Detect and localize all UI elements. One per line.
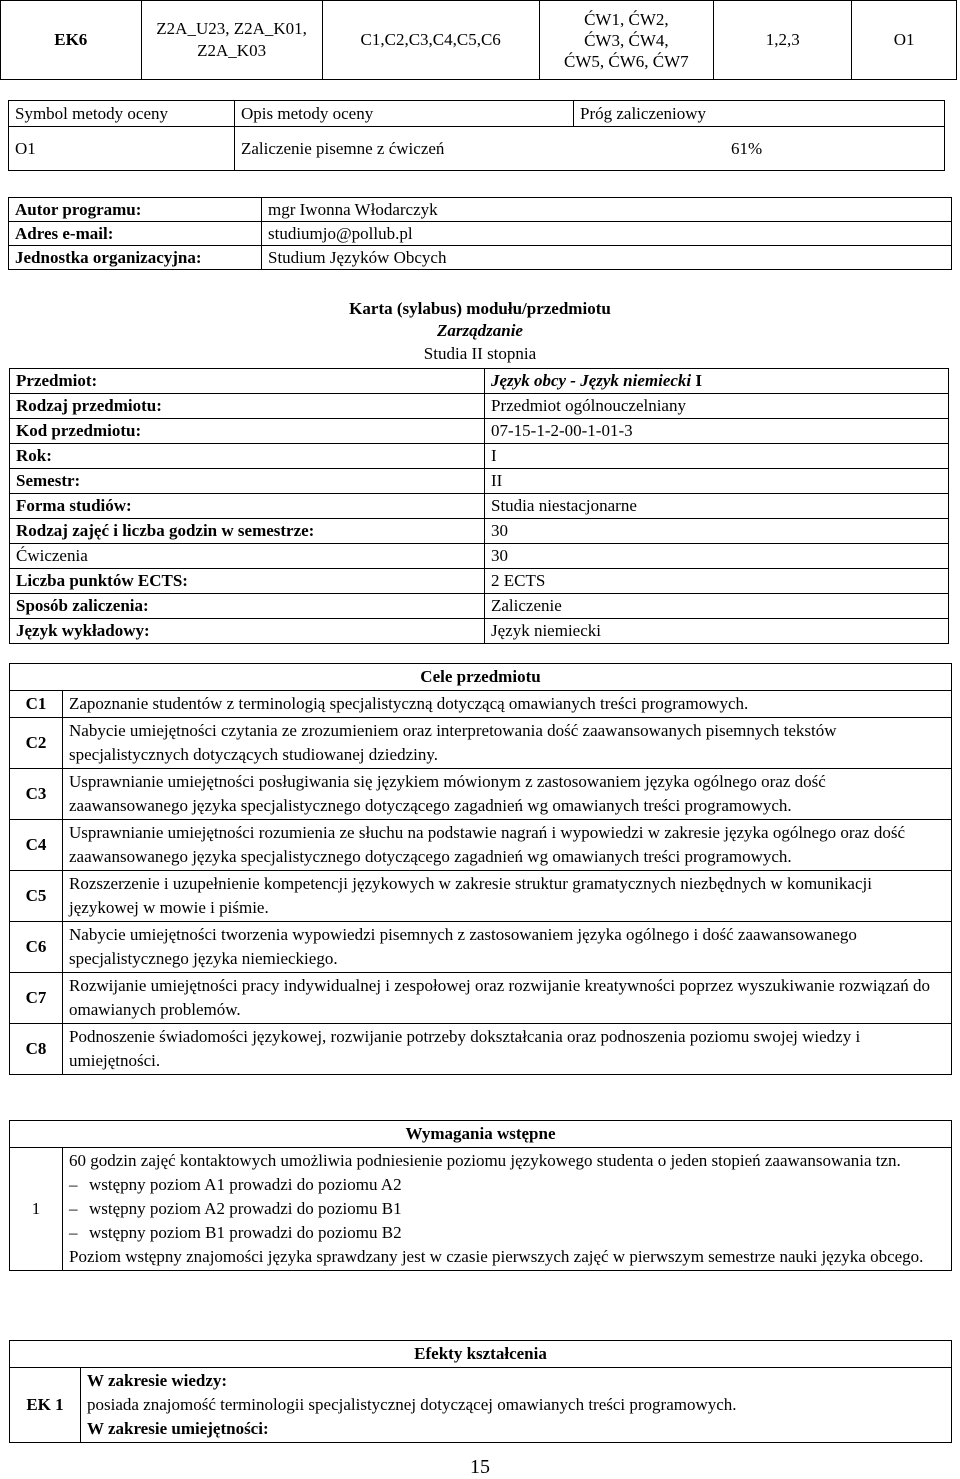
ek6-forms-line1: ĆW1, ĆW2,: [584, 9, 669, 29]
goals-table: [9, 663, 952, 1075]
goal-text: Podnoszenie świadomości językowej, rozwijanie potrzeby dokształcania oraz podnoszenia poziomu swojej wiedzy i umiejętności.: [63, 1024, 952, 1075]
assessment-header-threshold: Próg zaliczeniowy: [574, 101, 945, 127]
effect-content: [81, 1368, 952, 1443]
requirements-outro: Poziom wstępny znajomości języka sprawdzany jest w czasie pierwszych zajęć w pierwszym semestrze nauki języka obcego.: [69, 1247, 924, 1266]
goal-text: Rozwijanie umiejętności pracy indywidualnej i zespołowej oraz rozwijanie kreatywności poprzez wyszukiwanie rozwiązań do omawianych problemów.: [63, 973, 952, 1024]
code-label: Kod przedmiotu:: [10, 419, 485, 444]
goal-code: C5: [10, 871, 63, 922]
ek6-goals: C1,C2,C3,C4,C5,C6: [322, 1, 539, 80]
assessment-threshold: 61%: [731, 138, 763, 158]
subject-suffix: I: [691, 371, 703, 390]
assessment-header-description: Opis metody oceny: [235, 101, 574, 127]
hours-value: 30: [485, 519, 949, 544]
goal-text: Rozszerzenie i uzupełnienie kompetencji językowych w zakresie struktur gramatycznych niezbędnych w komunikacji językowej w mowie i piśmie.: [63, 871, 952, 922]
ek6-forms: [539, 1, 713, 80]
syllabus-title: Karta (sylabus) modułu/przedmiotu: [349, 299, 611, 318]
page-number: 15: [470, 1456, 490, 1478]
goal-text: Nabycie umiejętności czytania ze zrozumieniem oraz interpretowania dość zaawansowanych pisemnych tekstów specjalistycznych dotyczących studiowanej dziedziny.: [63, 718, 952, 769]
ects-label: Liczba punktów ECTS:: [10, 569, 485, 594]
assessment-symbol: O1: [9, 127, 235, 171]
language-label: Język wykładowy:: [10, 619, 485, 644]
assessment-description: Zaliczenie pisemne z ćwiczeń: [241, 138, 445, 158]
assessment-header-symbol: Symbol metody oceny: [9, 101, 235, 127]
goals-title: Cele przedmiotu: [10, 664, 952, 691]
ek6-forms-line3: ĆW5, ĆW6, ĆW7: [564, 51, 689, 71]
hours-label: Rodzaj zajęć i liczba godzin w semestrze:: [10, 519, 485, 544]
ek6-table: [0, 0, 957, 80]
goal-code: C2: [10, 718, 63, 769]
ek6-forms-line2: ĆW3, ĆW4,: [584, 30, 669, 50]
form-value: Studia niestacjonarne: [485, 494, 949, 519]
requirements-title: Wymagania wstępne: [10, 1121, 952, 1148]
semester-value: II: [485, 469, 949, 494]
author-table: [8, 197, 952, 270]
requirement-item: – wstępny poziom B1 prowadzi do poziomu B2: [69, 1221, 945, 1245]
email-label: Adres e-mail:: [9, 222, 262, 246]
goal-text: Zapoznanie studentów z terminologią specjalistyczną dotyczącą omawianych treści programowych.: [63, 691, 952, 718]
language-value: Język niemiecki: [485, 619, 949, 644]
goal-code: C3: [10, 769, 63, 820]
type-label: Rodzaj przedmiotu:: [10, 394, 485, 419]
assessment-table: [8, 100, 945, 171]
exercises-label: Ćwiczenia: [10, 544, 485, 569]
subject-value-cell: [485, 369, 949, 394]
effect-code: EK 1: [10, 1368, 81, 1443]
goal-code: C1: [10, 691, 63, 718]
code-value: 07-15-1-2-00-1-01-3: [485, 419, 949, 444]
goal-code: C4: [10, 820, 63, 871]
goal-code: C6: [10, 922, 63, 973]
ek6-method: O1: [852, 1, 957, 80]
requirement-item: – wstępny poziom A1 prowadzi do poziomu A2: [69, 1173, 945, 1197]
skills-label: W zakresie umiejętności:: [87, 1419, 269, 1438]
goal-text: Usprawnianie umiejętności posługiwania się językiem mówionym z zastosowaniem języka ogólnego oraz dość zaawansowanego języka specjalistycznego dotyczącego zagadnień wg omawianych treści programowych.: [63, 769, 952, 820]
ects-value: 2 ECTS: [485, 569, 949, 594]
author-value: mgr Iwonna Włodarczyk: [262, 198, 952, 222]
year-label: Rok:: [10, 444, 485, 469]
author-label: Autor programu:: [9, 198, 262, 222]
goal-text: Nabycie umiejętności tworzenia wypowiedzi pisemnych z zastosowaniem języka ogólnego i dość zaawansowanego specjalistycznego języka niemieckiego.: [63, 922, 952, 973]
type-value: Przedmiot ogólnouczelniany: [485, 394, 949, 419]
unit-value: Studium Języków Obcych: [262, 246, 952, 270]
field-of-study: Zarządzanie: [437, 321, 523, 340]
ek6-tools: 1,2,3: [714, 1, 852, 80]
semester-label: Semestr:: [10, 469, 485, 494]
info-table: [9, 368, 949, 644]
assessment-description-cell: [235, 127, 945, 171]
goal-code: C7: [10, 973, 63, 1024]
requirement-item: – wstępny poziom A2 prowadzi do poziomu B1: [69, 1197, 945, 1221]
knowledge-text: posiada znajomość terminologii specjalistycznej dotyczącej omawianych treści programowych.: [87, 1395, 737, 1414]
effects-table: [9, 1340, 952, 1443]
goal-code: C8: [10, 1024, 63, 1075]
credit-label: Sposób zaliczenia:: [10, 594, 485, 619]
goal-text: Usprawnianie umiejętności rozumienia ze słuchu na podstawie nagrań i wypowiedzi w zakresie języka ogólnego oraz dość zaawansowanego języka specjalistycznego dotyczącego zagadnień wg omawianych treści programowych.: [63, 820, 952, 871]
form-label: Forma studiów:: [10, 494, 485, 519]
knowledge-label: W zakresie wiedzy:: [87, 1371, 228, 1390]
exercises-value: 30: [485, 544, 949, 569]
ek6-effects: Z2A_U23, Z2A_K01, Z2A_K03: [141, 1, 322, 80]
subject-value: Język obcy - Język niemiecki: [491, 371, 692, 390]
requirements-number: 1: [10, 1148, 63, 1271]
requirements-list: [69, 1173, 945, 1245]
credit-value: Zaliczenie: [485, 594, 949, 619]
unit-label: Jednostka organizacyjna:: [9, 246, 262, 270]
email-value: studiumjo@pollub.pl: [262, 222, 952, 246]
year-value: I: [485, 444, 949, 469]
study-level: Studia II stopnia: [423, 344, 537, 363]
effects-title: Efekty kształcenia: [10, 1341, 952, 1368]
requirements-content: [63, 1148, 952, 1271]
subject-label: Przedmiot:: [10, 369, 485, 394]
requirements-table: [9, 1120, 952, 1271]
requirements-intro: 60 godzin zajęć kontaktowych umożliwia podniesienie poziomu językowego studenta o jeden stopień zaawansowania tzn.: [69, 1151, 901, 1170]
ek6-code: EK6: [1, 1, 142, 80]
